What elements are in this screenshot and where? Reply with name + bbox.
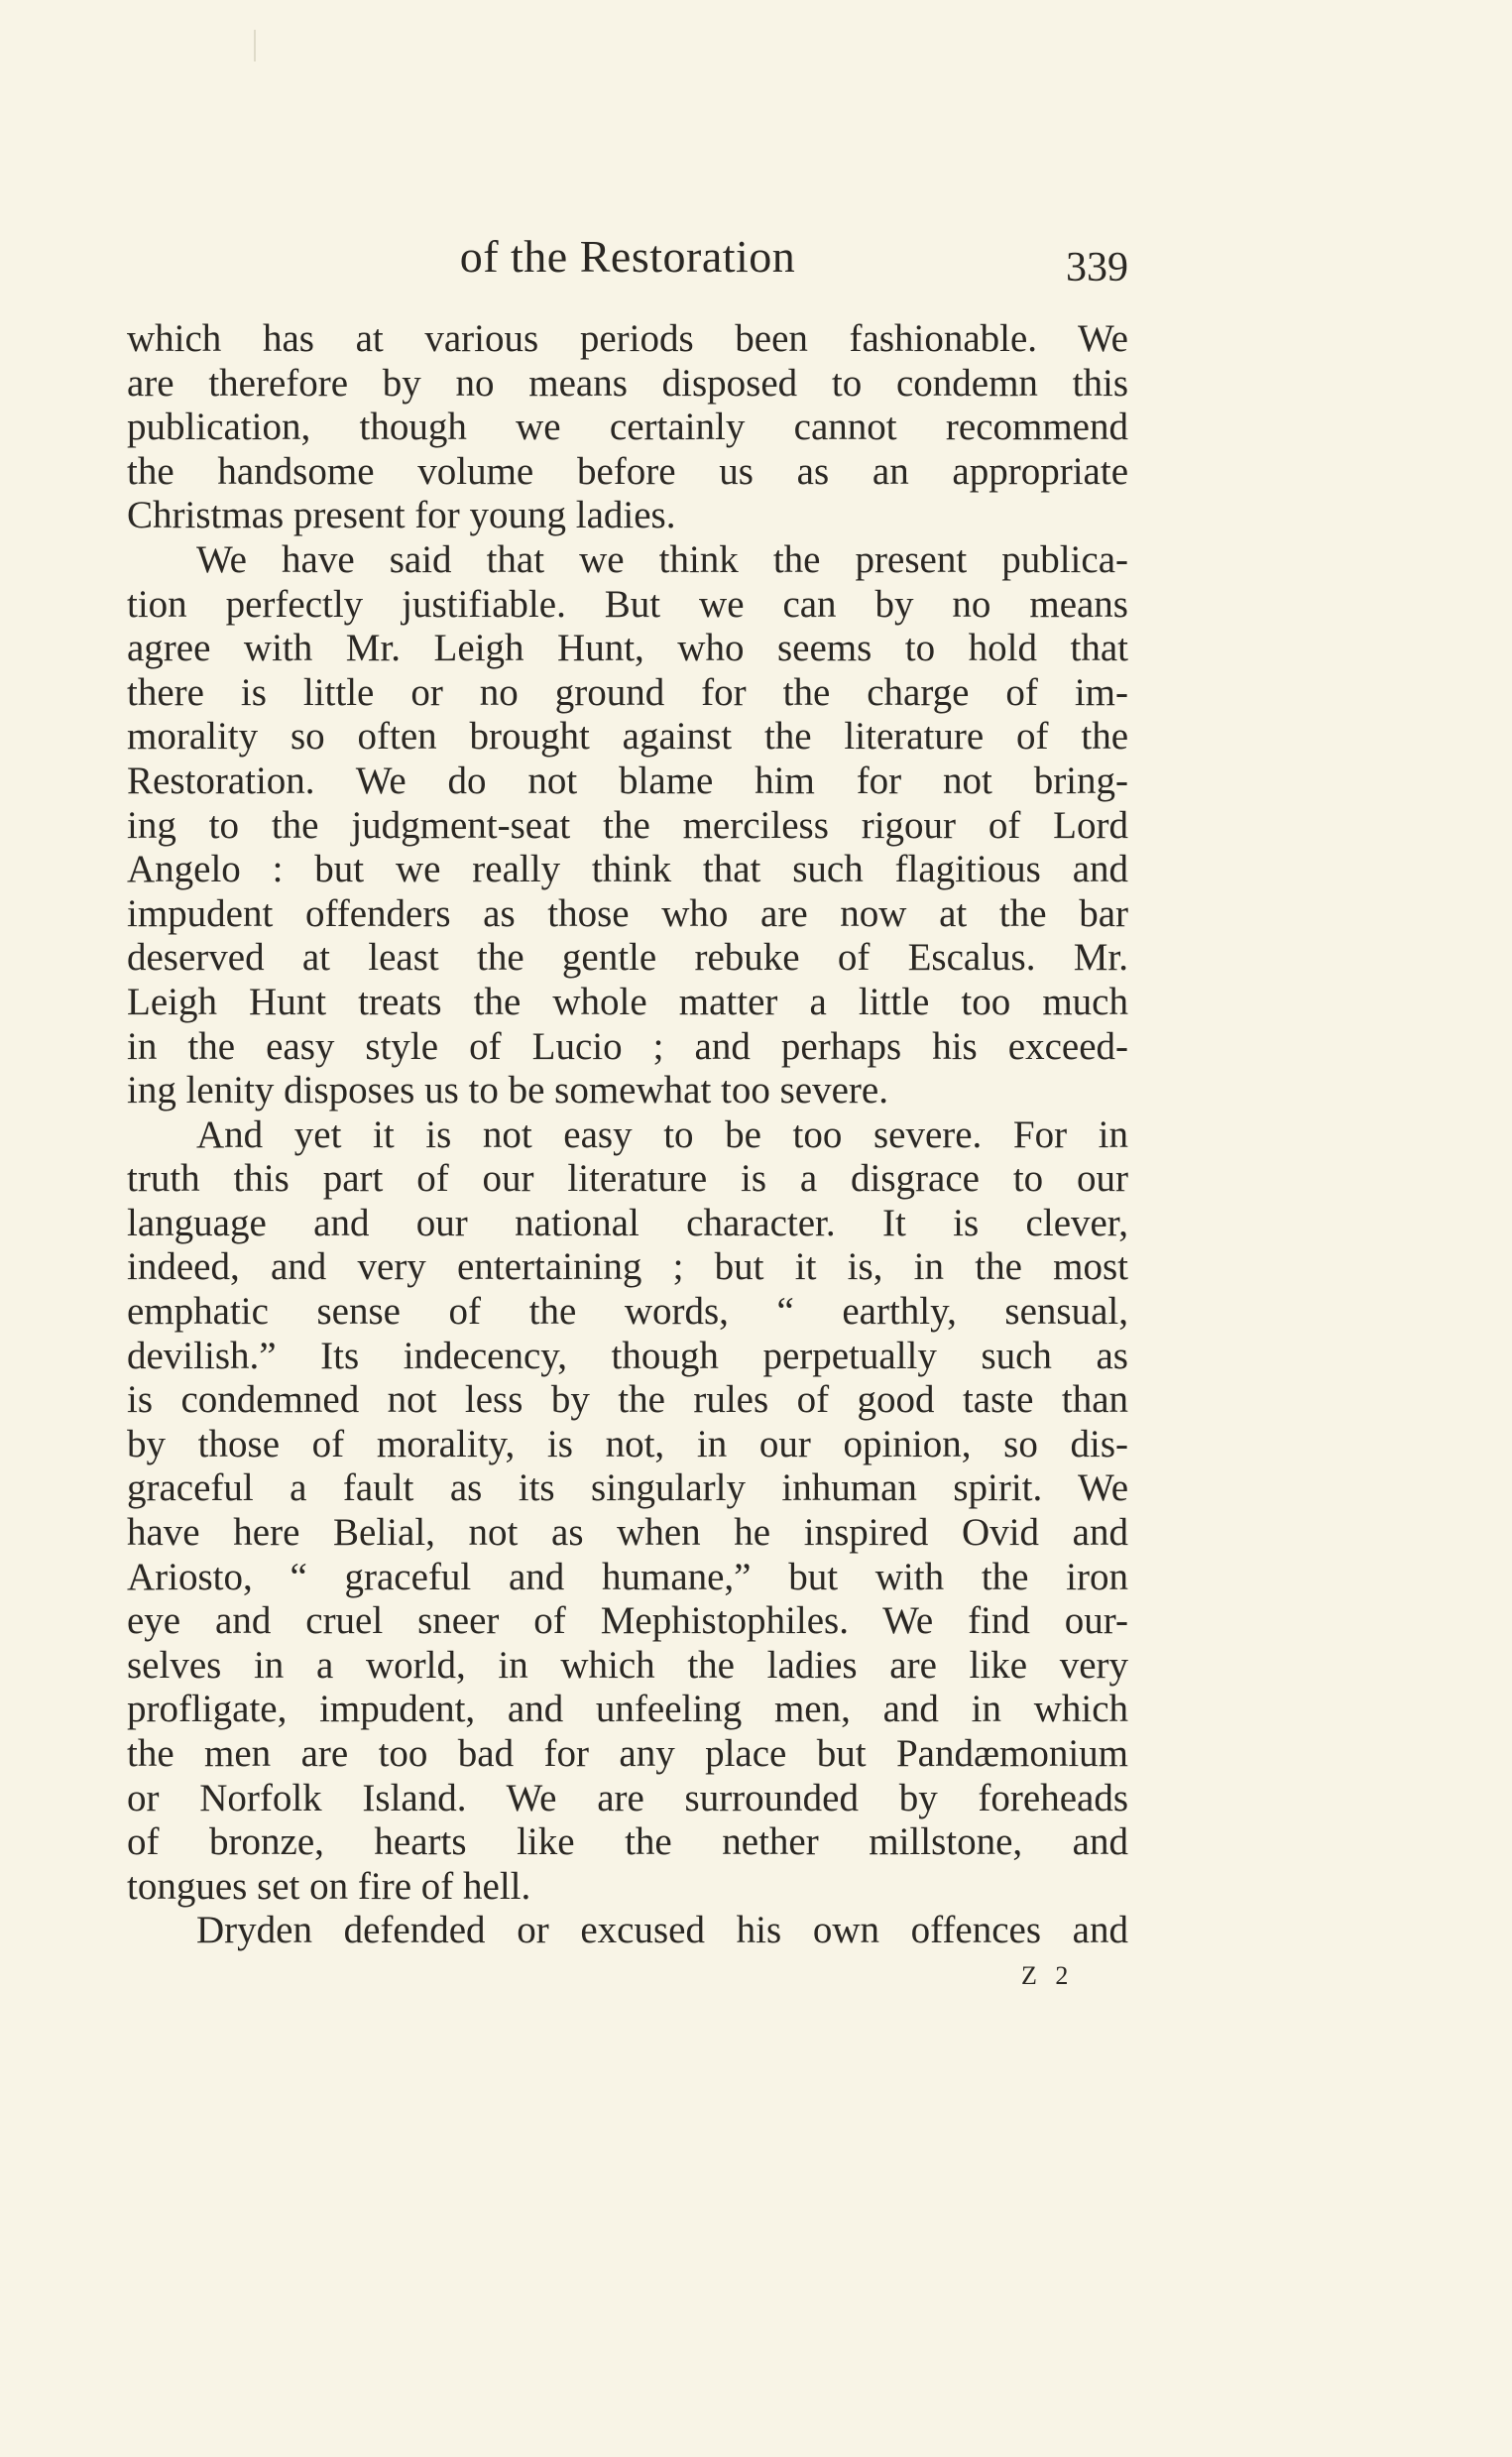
text-line: Restoration. We do not blame him for not bring- bbox=[127, 759, 1128, 802]
page-header bbox=[127, 224, 1128, 293]
text-line: impudent offenders as those who are now at the bar bbox=[127, 891, 1128, 935]
text-line: is condemned not less by the rules of good taste than bbox=[127, 1378, 1128, 1422]
text-line: Angelo : but we really think that such flagitious and bbox=[127, 848, 1128, 891]
text-line: ing to the judgment-seat the merciless rigour of Lord bbox=[127, 803, 1128, 847]
text-line: have here Belial, not as when he inspired Ovid and bbox=[127, 1511, 1128, 1555]
text-line: devilish.” Its indecency, though perpetually such as bbox=[127, 1334, 1128, 1377]
text-line: Dryden defended or excused his own offences and bbox=[196, 1909, 1128, 1952]
text-line: there is little or no ground for the charge of im- bbox=[127, 670, 1128, 714]
text-line: Christmas present for young ladies. bbox=[127, 494, 676, 537]
text-line: truth this part of our literature is a disgrace to our bbox=[127, 1157, 1128, 1201]
text-line: the handsome volume before us as an appropriate bbox=[127, 449, 1128, 493]
body-text bbox=[127, 317, 1128, 1953]
text-line: emphatic sense of the words, “ earthly, sensual, bbox=[127, 1290, 1128, 1334]
page-number: 339 bbox=[1066, 245, 1128, 291]
text-line: publication, though we certainly cannot recommend bbox=[127, 406, 1128, 449]
text-line: or Norfolk Island. We are surrounded by foreheads bbox=[127, 1776, 1128, 1819]
text-line: indeed, and very entertaining ; but it is, in the most bbox=[127, 1245, 1128, 1289]
text-line: of bronze, hearts like the nether millstone, and bbox=[127, 1820, 1128, 1864]
text-line: tion perfectly justifiable. But we can by no means bbox=[127, 582, 1128, 626]
text-line: language and our national character. It is clever, bbox=[127, 1201, 1128, 1244]
text-line: Ariosto, “ graceful and humane,” but with the iron bbox=[127, 1555, 1128, 1598]
text-line: selves in a world, in which the ladies are like very bbox=[127, 1643, 1128, 1687]
paper-speck bbox=[254, 30, 256, 61]
signature-mark: Z 2 bbox=[1021, 1961, 1075, 1990]
text-line: by those of morality, is not, in our opinion, so dis- bbox=[127, 1422, 1128, 1465]
text-line: the men are too bad for any place but Pandæmonium bbox=[127, 1732, 1128, 1775]
text-line: which has at various periods been fashionable. We bbox=[127, 317, 1128, 360]
text-line: deserved at least the gentle rebuke of Escalus. Mr. bbox=[127, 936, 1128, 980]
text-line: And yet it is not easy to be too severe. For in bbox=[196, 1112, 1128, 1156]
text-line: We have said that we think the present publica- bbox=[196, 537, 1128, 581]
text-line: profligate, impudent, and unfeeling men, and in which bbox=[127, 1688, 1128, 1731]
text-line: Leigh Hunt treats the whole matter a little too much bbox=[127, 980, 1128, 1023]
running-head: of the Restoration bbox=[459, 231, 796, 282]
text-line: tongues set on fire of hell. bbox=[127, 1864, 531, 1908]
text-line: graceful a fault as its singularly inhuman spirit. We bbox=[127, 1466, 1128, 1510]
text-line: are therefore by no means disposed to condemn this bbox=[127, 361, 1128, 405]
text-line: ing lenity disposes us to be somewhat too severe. bbox=[127, 1069, 888, 1112]
text-line: in the easy style of Lucio ; and perhaps his exceed- bbox=[127, 1024, 1128, 1068]
text-line: morality so often brought against the literature of the bbox=[127, 715, 1128, 759]
text-line: eye and cruel sneer of Mephistophiles. We find our- bbox=[127, 1599, 1128, 1643]
text-line: agree with Mr. Leigh Hunt, who seems to hold that bbox=[127, 627, 1128, 670]
